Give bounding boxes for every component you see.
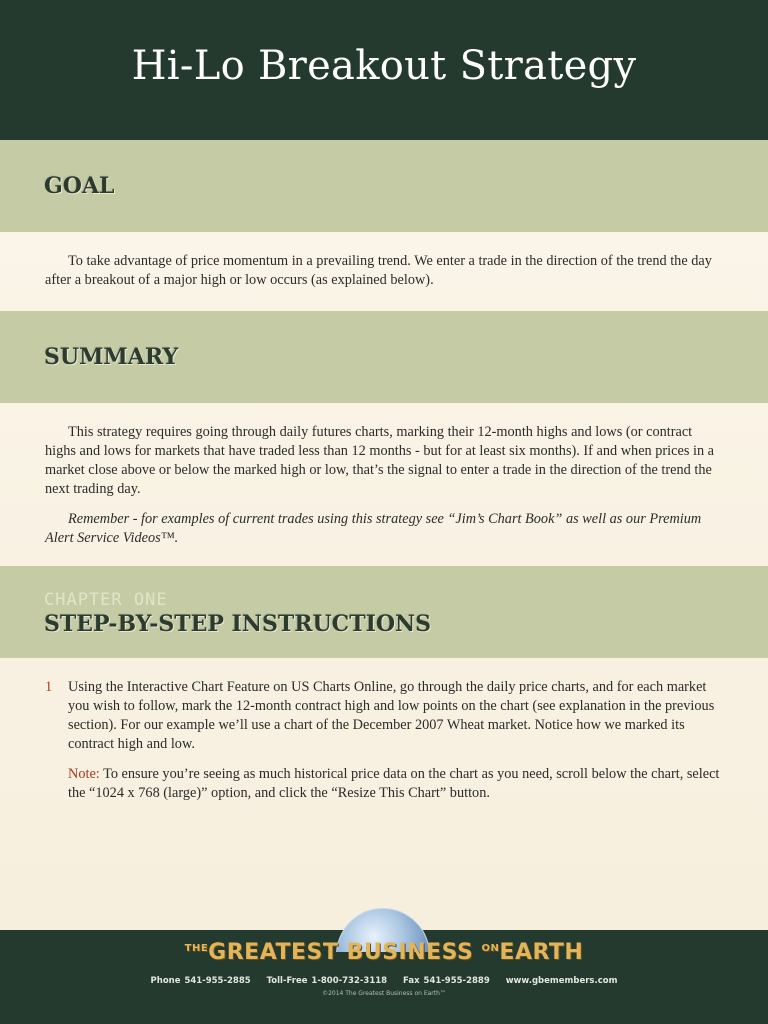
brand-mid: ON bbox=[481, 943, 500, 954]
brand-main-1: GREATEST BUSINESS bbox=[208, 940, 474, 965]
phone-number: Phone 541-955-2885 bbox=[150, 976, 251, 986]
contact-line bbox=[0, 976, 768, 986]
copyright-text: ©2014 The Greatest Business on Earth™ bbox=[322, 990, 446, 997]
brand-logo-text bbox=[0, 940, 768, 965]
chapter-section-header bbox=[0, 566, 768, 658]
fax-number: Fax 541-955-2889 bbox=[403, 976, 490, 986]
summary-reminder: Remember - for examples of current trades using this strategy see “Jim’s Chart Book” as well as our Premium Alert Service Videos™. bbox=[45, 511, 702, 546]
summary-paragraph: This strategy requires going through daily futures charts, marking their 12-month highs and lows (or contract highs and lows for markets that have traded less than 12 months - but for at least six months). If and when prices in a market close above or below the marked high or low, that’s the signal to enter a trade in the direction of the trend the next trading day. bbox=[45, 424, 715, 497]
goal-section-header bbox=[0, 140, 768, 232]
step-text: Using the Interactive Chart Feature on US Charts Online, go through the daily price charts, and for each market you wish to follow, mark the 12-month contract high and low points on the chart (see explanation in the previous section). For our example we’ll use a chart of the December 2007 Wheat market. Notice how we marked its contract high and low. bbox=[68, 679, 715, 752]
step-item bbox=[45, 678, 725, 814]
note-text: To ensure you’re seeing as much historical price data on the chart as you need, scroll below the chart, select the “1024 x 768 (large)” option, and click the “Resize This Chart” button. bbox=[68, 766, 720, 801]
brand-prefix: THE bbox=[184, 943, 209, 954]
goal-heading: GOAL bbox=[44, 173, 115, 199]
page-title: Hi-Lo Breakout Strategy bbox=[131, 43, 637, 89]
step-note bbox=[68, 765, 725, 803]
step-body bbox=[68, 678, 725, 803]
website-link[interactable]: www.gbemembers.com bbox=[505, 976, 618, 986]
tollfree-number: Toll-Free 1-800-732-3118 bbox=[266, 976, 388, 986]
chapter-kicker: CHAPTER ONE bbox=[44, 590, 168, 610]
note-label: Note: bbox=[68, 766, 100, 782]
brand-main-2: EARTH bbox=[499, 940, 584, 965]
summary-heading: SUMMARY bbox=[44, 344, 179, 370]
summary-section-header bbox=[0, 311, 768, 403]
chapter-heading: STEP-BY-STEP INSTRUCTIONS bbox=[44, 611, 432, 637]
goal-paragraph: To take advantage of price momentum in a prevailing trend. We enter a trade in the direction of the trend the day after a breakout of a major high or low occurs (as explained below). bbox=[45, 253, 712, 288]
step-number: 1 bbox=[45, 679, 53, 695]
goal-body bbox=[45, 252, 725, 301]
summary-body bbox=[45, 423, 725, 559]
title-banner bbox=[0, 0, 768, 140]
